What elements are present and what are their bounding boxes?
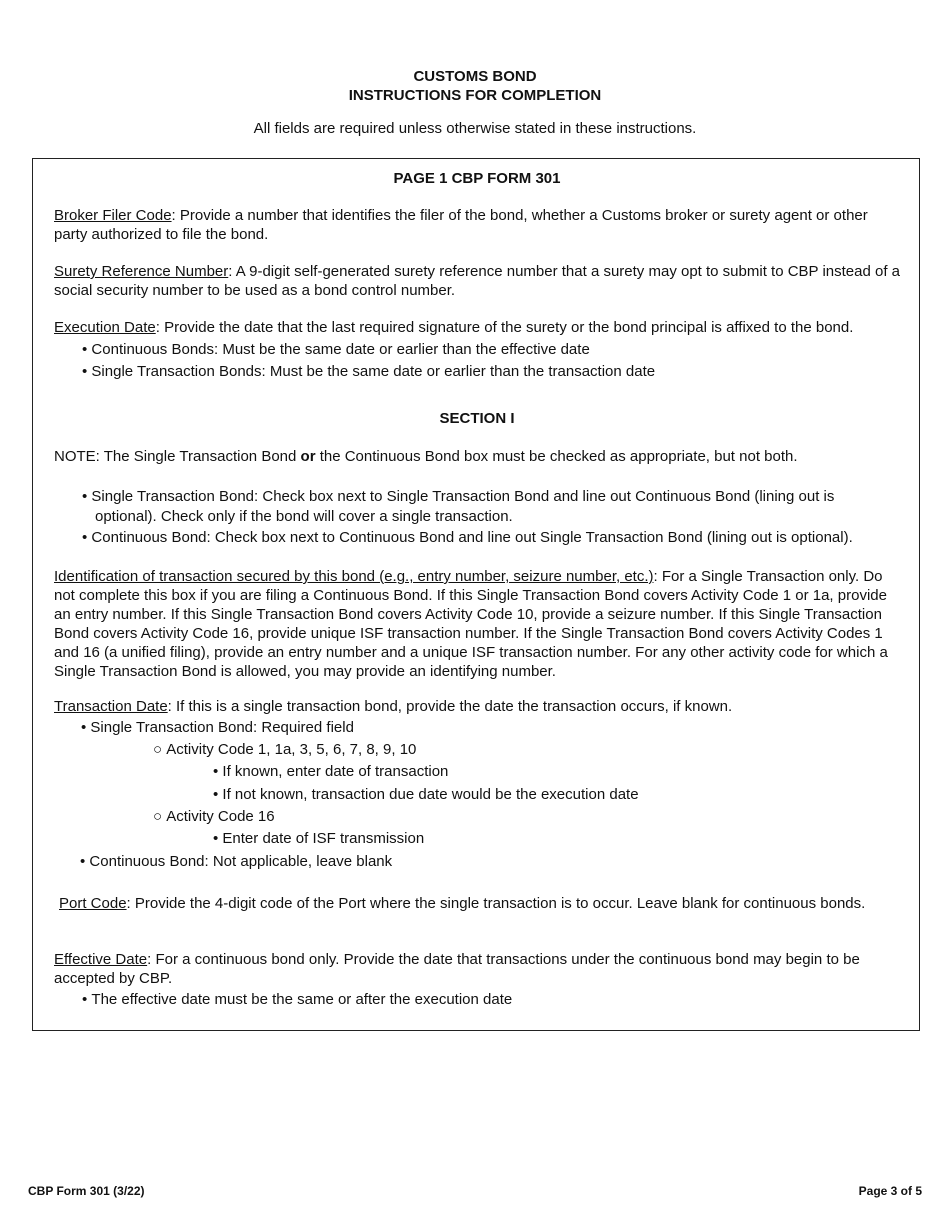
document-subtitle: All fields are required unless otherwise stated in these instructions. bbox=[253, 120, 697, 137]
broker-filer-code-label: Broker Filer Code bbox=[54, 207, 172, 224]
transaction-date-paragraph bbox=[54, 697, 732, 716]
surety-reference-label: Surety Reference Number bbox=[54, 263, 229, 280]
port-code-label: Port Code bbox=[59, 895, 127, 912]
surety-reference-text: : A 9-digit self-generated surety reference number that a surety may opt to submit to CBP instead of a social security number to be used as a bond control number. bbox=[54, 263, 900, 299]
note-bold: or bbox=[300, 448, 316, 465]
section1-bullet-single-cont: optional). Check only if the bond will cover a single transaction. bbox=[95, 508, 513, 525]
effective-date-bullet: • The effective date must be the same or after the execution date bbox=[82, 990, 512, 1009]
transaction-if-known: • If known, enter date of transaction bbox=[213, 762, 448, 781]
execution-bullet-continuous: • Continuous Bonds: Must be the same date or earlier than the effective date bbox=[82, 340, 590, 359]
page1-heading: PAGE 1 CBP FORM 301 bbox=[393, 170, 561, 187]
instructions-box bbox=[32, 158, 920, 1031]
transaction-activity-codes: ○ Activity Code 1, 1a, 3, 5, 6, 7, 8, 9, 10 bbox=[153, 740, 416, 759]
port-code-paragraph bbox=[59, 894, 865, 913]
note-pre: NOTE: The Single Transaction Bond bbox=[54, 448, 301, 465]
execution-date-text: : Provide the date that the last required signature of the surety or the bond principal is affixed to the bond. bbox=[155, 319, 854, 336]
port-code-text: : Provide the 4-digit code of the Port where the single transaction is to occur. Leave blank for continuous bonds. bbox=[126, 895, 866, 912]
identification-label: Identification of transaction secured by this bond (e.g., entry number, seizure number, etc.) bbox=[54, 568, 654, 585]
identification-text: : For a Single Transaction only. Do not complete this box if you are filing a Continuous Bond. If this Single Transaction Bond covers Activity Code 1 or 1a, provide an entry number. If this Single Transaction Bond covers Activity Code 10, provide a seizure number. If this Single Transaction Bond covers Activity Code 16, provide unique ISF transaction number. If the Single Transaction Bond covers Activity Codes 1 and 16 (a unified filing), provide an entry number and a unique ISF transaction number. For any other activity code for which a Single Transaction Bond is allowed, you may provide an identifying number. bbox=[54, 568, 888, 680]
identification-paragraph bbox=[54, 567, 904, 681]
effective-date-paragraph bbox=[54, 950, 904, 988]
surety-reference-paragraph bbox=[54, 262, 904, 300]
effective-date-text: : For a continuous bond only. Provide the date that transactions under the continuous bond may begin to be accepted by CBP. bbox=[54, 951, 860, 987]
footer-page-number: Page 3 of 5 bbox=[858, 1184, 922, 1198]
transaction-isf-date: • Enter date of ISF transmission bbox=[213, 829, 424, 848]
transaction-if-not-known: • If not known, transaction due date would be the execution date bbox=[213, 785, 639, 804]
title-line-2: INSTRUCTIONS FOR COMPLETION bbox=[348, 87, 602, 104]
section1-heading: SECTION I bbox=[439, 410, 515, 427]
execution-date-label: Execution Date bbox=[54, 319, 156, 336]
execution-bullet-single: • Single Transaction Bonds: Must be the same date or earlier than the transaction date bbox=[82, 362, 655, 381]
broker-filer-code-text: : Provide a number that identifies the filer of the bond, whether a Customs broker or surety agent or other party authorized to file the bond. bbox=[54, 207, 868, 243]
document-title bbox=[0, 67, 950, 105]
section1-note bbox=[54, 447, 798, 466]
section1-bullet-continuous: • Continuous Bond: Check box next to Continuous Bond and line out Single Transaction Bond (lining out is optional). bbox=[82, 528, 853, 547]
transaction-date-label: Transaction Date bbox=[54, 698, 168, 715]
broker-filer-code-paragraph bbox=[54, 206, 904, 244]
note-post: the Continuous Bond box must be checked as appropriate, but not both. bbox=[315, 448, 798, 465]
transaction-bullet-single: • Single Transaction Bond: Required field bbox=[81, 718, 354, 737]
footer-form-number: CBP Form 301 (3/22) bbox=[28, 1184, 145, 1198]
effective-date-label: Effective Date bbox=[54, 951, 148, 968]
transaction-bullet-continuous: • Continuous Bond: Not applicable, leave blank bbox=[80, 852, 392, 871]
execution-date-paragraph bbox=[54, 318, 904, 337]
title-line-1: CUSTOMS BOND bbox=[413, 68, 537, 85]
transaction-date-text: : If this is a single transaction bond, provide the date the transaction occurs, if known. bbox=[167, 698, 733, 715]
transaction-activity-code-16: ○ Activity Code 16 bbox=[153, 807, 275, 826]
section1-bullet-single: • Single Transaction Bond: Check box next to Single Transaction Bond and line out Continuous Bond (lining out is bbox=[82, 487, 834, 506]
